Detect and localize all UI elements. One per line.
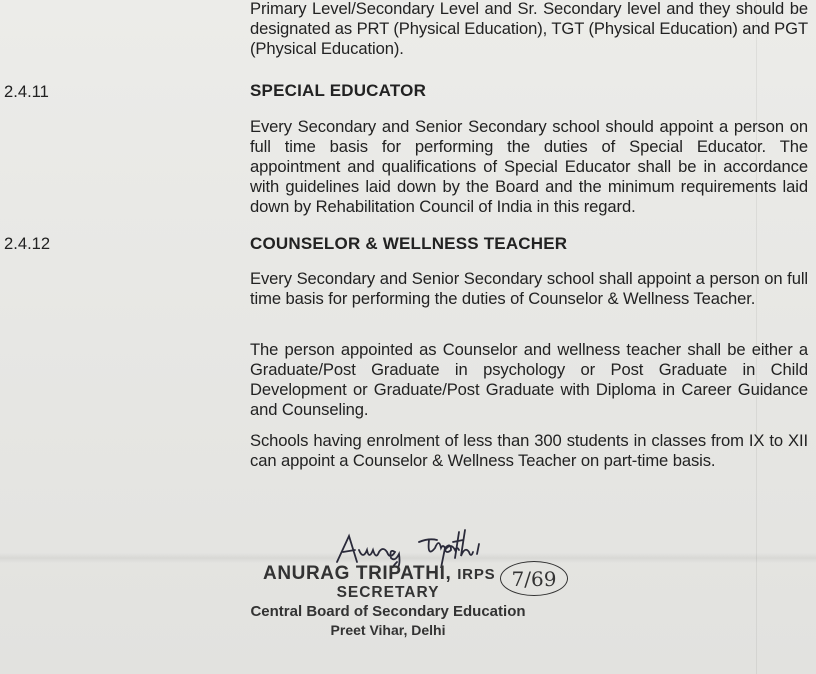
scan-crease — [756, 0, 757, 674]
signatory-organization: Central Board of Secondary Education — [250, 603, 526, 620]
signatory-name-text: ANURAG TRIPATHI, — [263, 563, 452, 584]
intro-paragraph: Primary Level/Secondary Level and Sr. Secondary level and they should be designated as PRT (Physical Education), TGT (Physical Education) and PGT (Physical Education). — [250, 0, 808, 58]
section-paragraph: Every Secondary and Senior Secondary school shall appoint a person on full time basis for performing the duties of Counselor & Wellness Teacher. — [250, 269, 808, 308]
signatory-designation: SECRETARY — [336, 584, 440, 601]
section-number: 2.4.11 — [4, 82, 49, 101]
section-paragraph: Schools having enrolment of less than 300 students in classes from IX to XII can appoint a Counselor & Wellness Teacher on part-time basis. — [250, 431, 808, 470]
signatory-address: Preet Vihar, Delhi — [330, 622, 446, 638]
section-number: 2.4.12 — [4, 234, 51, 253]
section-heading: COUNSELOR & WELLNESS TEACHER — [250, 234, 568, 253]
signatory-suffix: IRPS — [457, 566, 496, 583]
svg-text:7/69: 7/69 — [511, 567, 557, 591]
section-paragraph: The person appointed as Counselor and wellness teacher shall be either a Graduate/Post Graduate in psychology or Post Graduate in Child Development or Graduate/Post Graduate with Diploma in Career Guidance and Counseling. — [250, 340, 808, 419]
section-paragraph: Every Secondary and Senior Secondary school should appoint a person on full time basis for performing the duties of Special Educator. The appointment and qualifications of Special Educator shall be in accordance with guidelines laid down by the Board and the minimum requirements laid down by Rehabilitation Council of India in this regard. — [250, 117, 808, 216]
signatory-name — [263, 563, 495, 585]
section-heading: SPECIAL EDUCATOR — [250, 81, 427, 100]
